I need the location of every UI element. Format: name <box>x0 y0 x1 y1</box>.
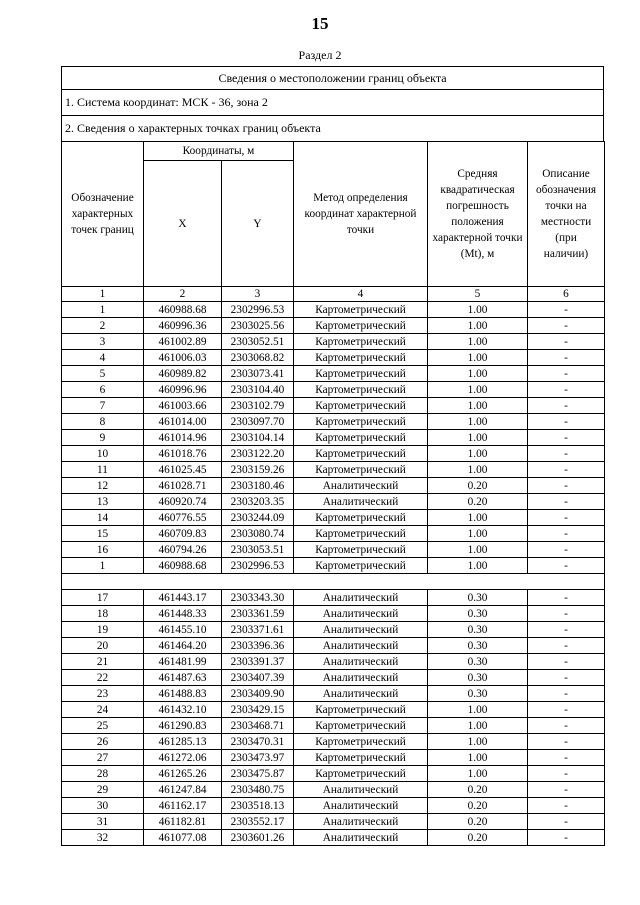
coord-x: 460988.68 <box>144 302 222 318</box>
col-number: 4 <box>294 287 428 302</box>
table-row <box>62 478 605 494</box>
coord-x: 461265.26 <box>144 766 222 782</box>
table-row <box>62 622 605 638</box>
point-number: 8 <box>62 414 144 430</box>
coord-y: 2303025.56 <box>222 318 294 334</box>
coord-y: 2303080.74 <box>222 526 294 542</box>
header-point: Обозначение характерных точек границ <box>62 142 144 287</box>
point-number: 18 <box>62 606 144 622</box>
point-number: 21 <box>62 654 144 670</box>
error: 0.30 <box>428 670 528 686</box>
method: Картометрический <box>294 446 428 462</box>
error: 0.20 <box>428 782 528 798</box>
coord-x: 461448.33 <box>144 606 222 622</box>
coord-x: 460920.74 <box>144 494 222 510</box>
method: Аналитический <box>294 638 428 654</box>
coord-y: 2303097.70 <box>222 414 294 430</box>
description: - <box>528 830 605 846</box>
coord-x: 461290.83 <box>144 718 222 734</box>
table-row <box>62 718 605 734</box>
description: - <box>528 302 605 318</box>
coord-y: 2302996.53 <box>222 558 294 574</box>
method: Картометрический <box>294 734 428 750</box>
table-row <box>62 510 605 526</box>
point-number: 29 <box>62 782 144 798</box>
coord-x: 461077.08 <box>144 830 222 846</box>
column-numbers-row <box>62 287 605 302</box>
method: Аналитический <box>294 494 428 510</box>
coord-x: 461247.84 <box>144 782 222 798</box>
section-label: Раздел 2 <box>298 48 342 62</box>
point-number: 19 <box>62 622 144 638</box>
description: - <box>528 350 605 366</box>
coord-x: 461018.76 <box>144 446 222 462</box>
point-number: 25 <box>62 718 144 734</box>
table-row <box>62 670 605 686</box>
table-row <box>62 750 605 766</box>
table-row <box>62 590 605 606</box>
error: 1.00 <box>428 542 528 558</box>
coord-y: 2303159.26 <box>222 462 294 478</box>
error: 0.30 <box>428 654 528 670</box>
coord-y: 2303203.35 <box>222 494 294 510</box>
method: Картометрический <box>294 334 428 350</box>
coord-x: 461028.71 <box>144 478 222 494</box>
error: 1.00 <box>428 526 528 542</box>
coord-x: 460989.82 <box>144 366 222 382</box>
coord-y: 2303361.59 <box>222 606 294 622</box>
method: Аналитический <box>294 830 428 846</box>
table-row <box>62 798 605 814</box>
method: Аналитический <box>294 670 428 686</box>
error: 1.00 <box>428 366 528 382</box>
coord-x: 461481.99 <box>144 654 222 670</box>
error: 0.30 <box>428 638 528 654</box>
col-number: 6 <box>528 287 605 302</box>
point-number: 1 <box>62 558 144 574</box>
coord-y: 2303073.41 <box>222 366 294 382</box>
col-number: 2 <box>144 287 222 302</box>
error: 1.00 <box>428 750 528 766</box>
col-number: 5 <box>428 287 528 302</box>
table-row <box>62 494 605 510</box>
error: 1.00 <box>428 734 528 750</box>
coord-y: 2303518.13 <box>222 798 294 814</box>
description: - <box>528 398 605 414</box>
coord-y: 2303102.79 <box>222 398 294 414</box>
coord-x: 461003.66 <box>144 398 222 414</box>
page-number: 15 <box>311 14 329 33</box>
method: Картометрический <box>294 526 428 542</box>
point-number: 5 <box>62 366 144 382</box>
method: Аналитический <box>294 590 428 606</box>
table-row <box>62 686 605 702</box>
description: - <box>528 718 605 734</box>
table-row <box>62 654 605 670</box>
coord-y: 2303470.31 <box>222 734 294 750</box>
table-row <box>62 366 605 382</box>
coord-y: 2303053.51 <box>222 542 294 558</box>
error: 1.00 <box>428 558 528 574</box>
coord-y: 2303409.90 <box>222 686 294 702</box>
table-row <box>62 334 605 350</box>
error: 1.00 <box>428 334 528 350</box>
coord-y: 2303468.71 <box>222 718 294 734</box>
table-row <box>62 830 605 846</box>
method: Аналитический <box>294 798 428 814</box>
table-row <box>62 814 605 830</box>
coord-y: 2303104.40 <box>222 382 294 398</box>
coord-y: 2303122.20 <box>222 446 294 462</box>
coord-x: 461182.81 <box>144 814 222 830</box>
coord-y: 2302996.53 <box>222 302 294 318</box>
coord-x: 461443.17 <box>144 590 222 606</box>
description: - <box>528 750 605 766</box>
table-row <box>62 462 605 478</box>
point-number: 11 <box>62 462 144 478</box>
group-separator <box>62 574 605 590</box>
header-coords: Координаты, м <box>144 142 294 161</box>
description: - <box>528 622 605 638</box>
method: Картометрический <box>294 414 428 430</box>
error: 0.20 <box>428 494 528 510</box>
method: Картометрический <box>294 350 428 366</box>
coord-y: 2303552.17 <box>222 814 294 830</box>
table-row <box>62 606 605 622</box>
point-number: 6 <box>62 382 144 398</box>
point-number: 22 <box>62 670 144 686</box>
coord-x: 461006.03 <box>144 350 222 366</box>
coord-x: 461285.13 <box>144 734 222 750</box>
point-number: 24 <box>62 702 144 718</box>
coord-x: 461025.45 <box>144 462 222 478</box>
coord-x: 461455.10 <box>144 622 222 638</box>
coord-x: 461464.20 <box>144 638 222 654</box>
error: 1.00 <box>428 446 528 462</box>
point-number: 30 <box>62 798 144 814</box>
coord-y: 2303407.39 <box>222 670 294 686</box>
table-row <box>62 350 605 366</box>
table-row <box>62 782 605 798</box>
description: - <box>528 606 605 622</box>
description: - <box>528 766 605 782</box>
error: 1.00 <box>428 398 528 414</box>
point-number: 23 <box>62 686 144 702</box>
method: Картометрический <box>294 398 428 414</box>
point-number: 12 <box>62 478 144 494</box>
table-row <box>62 302 605 318</box>
description: - <box>528 590 605 606</box>
col-number: 3 <box>222 287 294 302</box>
coord-x: 460996.96 <box>144 382 222 398</box>
col-number: 1 <box>62 287 144 302</box>
description: - <box>528 382 605 398</box>
method: Картометрический <box>294 510 428 526</box>
separator-cell <box>62 574 605 590</box>
points-title: 2. Сведения о характерных точках границ объекта <box>61 116 604 142</box>
coord-y: 2303371.61 <box>222 622 294 638</box>
description: - <box>528 686 605 702</box>
coord-x: 461488.83 <box>144 686 222 702</box>
method: Картометрический <box>294 366 428 382</box>
error: 1.00 <box>428 430 528 446</box>
coord-x: 460776.55 <box>144 510 222 526</box>
method: Аналитический <box>294 478 428 494</box>
method: Аналитический <box>294 686 428 702</box>
point-number: 4 <box>62 350 144 366</box>
description: - <box>528 462 605 478</box>
coord-x: 461487.63 <box>144 670 222 686</box>
error: 1.00 <box>428 350 528 366</box>
coord-y: 2303429.15 <box>222 702 294 718</box>
point-number: 16 <box>62 542 144 558</box>
coord-y: 2303052.51 <box>222 334 294 350</box>
description: - <box>528 702 605 718</box>
description: - <box>528 446 605 462</box>
method: Картометрический <box>294 558 428 574</box>
method: Аналитический <box>294 654 428 670</box>
header-method: Метод определения координат характерной точки <box>294 142 428 287</box>
method: Аналитический <box>294 782 428 798</box>
table-row <box>62 734 605 750</box>
point-number: 31 <box>62 814 144 830</box>
method: Картометрический <box>294 302 428 318</box>
error: 1.00 <box>428 462 528 478</box>
method: Картометрический <box>294 750 428 766</box>
error: 1.00 <box>428 302 528 318</box>
method: Картометрический <box>294 718 428 734</box>
description: - <box>528 798 605 814</box>
error: 0.20 <box>428 830 528 846</box>
table-row <box>62 766 605 782</box>
error: 0.20 <box>428 814 528 830</box>
description: - <box>528 734 605 750</box>
error: 0.30 <box>428 606 528 622</box>
point-number: 20 <box>62 638 144 654</box>
description: - <box>528 510 605 526</box>
coord-y: 2303244.09 <box>222 510 294 526</box>
description: - <box>528 654 605 670</box>
coord-y: 2303480.75 <box>222 782 294 798</box>
method: Картометрический <box>294 382 428 398</box>
error: 0.20 <box>428 798 528 814</box>
error: 0.30 <box>428 686 528 702</box>
point-number: 2 <box>62 318 144 334</box>
table-row <box>62 526 605 542</box>
point-number: 27 <box>62 750 144 766</box>
error: 0.30 <box>428 590 528 606</box>
error: 1.00 <box>428 702 528 718</box>
point-number: 9 <box>62 430 144 446</box>
point-number: 28 <box>62 766 144 782</box>
point-number: 10 <box>62 446 144 462</box>
description: - <box>528 414 605 430</box>
point-number: 17 <box>62 590 144 606</box>
description: - <box>528 526 605 542</box>
point-number: 7 <box>62 398 144 414</box>
coord-x: 461002.89 <box>144 334 222 350</box>
method: Картометрический <box>294 542 428 558</box>
coord-x: 460709.83 <box>144 526 222 542</box>
coord-x: 460996.36 <box>144 318 222 334</box>
table-row <box>62 414 605 430</box>
table-row <box>62 398 605 414</box>
method: Картометрический <box>294 462 428 478</box>
coord-y: 2303473.97 <box>222 750 294 766</box>
method: Аналитический <box>294 814 428 830</box>
point-number: 32 <box>62 830 144 846</box>
description: - <box>528 494 605 510</box>
header-desc: Описание обозначения точки на местности (при наличии) <box>528 142 605 287</box>
coord-y: 2303601.26 <box>222 830 294 846</box>
points-table-body <box>62 302 605 846</box>
coord-y: 2303104.14 <box>222 430 294 446</box>
error: 1.00 <box>428 766 528 782</box>
table-row <box>62 542 605 558</box>
error: 1.00 <box>428 318 528 334</box>
header-error: Средняя квадратическая погрешность положения характерной точки (Mt), м <box>428 142 528 287</box>
method: Картометрический <box>294 318 428 334</box>
table-row <box>62 702 605 718</box>
method: Картометрический <box>294 430 428 446</box>
error: 1.00 <box>428 382 528 398</box>
method: Аналитический <box>294 622 428 638</box>
table-row <box>62 446 605 462</box>
coord-system: 1. Система координат: МСК - 36, зона 2 <box>61 90 604 116</box>
table-row <box>62 382 605 398</box>
description: - <box>528 670 605 686</box>
point-number: 15 <box>62 526 144 542</box>
coord-x: 460794.26 <box>144 542 222 558</box>
description: - <box>528 542 605 558</box>
table-row <box>62 558 605 574</box>
coord-x: 460988.68 <box>144 558 222 574</box>
coord-y: 2303475.87 <box>222 766 294 782</box>
point-number: 26 <box>62 734 144 750</box>
coord-y: 2303068.82 <box>222 350 294 366</box>
description: - <box>528 366 605 382</box>
description: - <box>528 814 605 830</box>
table-row <box>62 430 605 446</box>
coord-x: 461432.10 <box>144 702 222 718</box>
header-y: Y <box>222 161 294 287</box>
description: - <box>528 782 605 798</box>
method: Картометрический <box>294 702 428 718</box>
description: - <box>528 430 605 446</box>
point-number: 1 <box>62 302 144 318</box>
coord-x: 461014.96 <box>144 430 222 446</box>
error: 1.00 <box>428 718 528 734</box>
table-row <box>62 638 605 654</box>
error: 1.00 <box>428 414 528 430</box>
description: - <box>528 558 605 574</box>
description: - <box>528 638 605 654</box>
error: 0.20 <box>428 478 528 494</box>
block-title: Сведения о местоположении границ объекта <box>61 66 604 90</box>
coord-y: 2303180.46 <box>222 478 294 494</box>
description: - <box>528 318 605 334</box>
coord-y: 2303343.30 <box>222 590 294 606</box>
coord-x: 461014.00 <box>144 414 222 430</box>
description: - <box>528 334 605 350</box>
method: Картометрический <box>294 766 428 782</box>
coord-y: 2303396.36 <box>222 638 294 654</box>
point-number: 13 <box>62 494 144 510</box>
coord-x: 461162.17 <box>144 798 222 814</box>
points-table <box>61 141 605 846</box>
error: 1.00 <box>428 510 528 526</box>
coord-x: 461272.06 <box>144 750 222 766</box>
point-number: 14 <box>62 510 144 526</box>
description: - <box>528 478 605 494</box>
method: Аналитический <box>294 606 428 622</box>
coord-y: 2303391.37 <box>222 654 294 670</box>
header-x: X <box>144 161 222 287</box>
table-row <box>62 318 605 334</box>
error: 0.30 <box>428 622 528 638</box>
point-number: 3 <box>62 334 144 350</box>
